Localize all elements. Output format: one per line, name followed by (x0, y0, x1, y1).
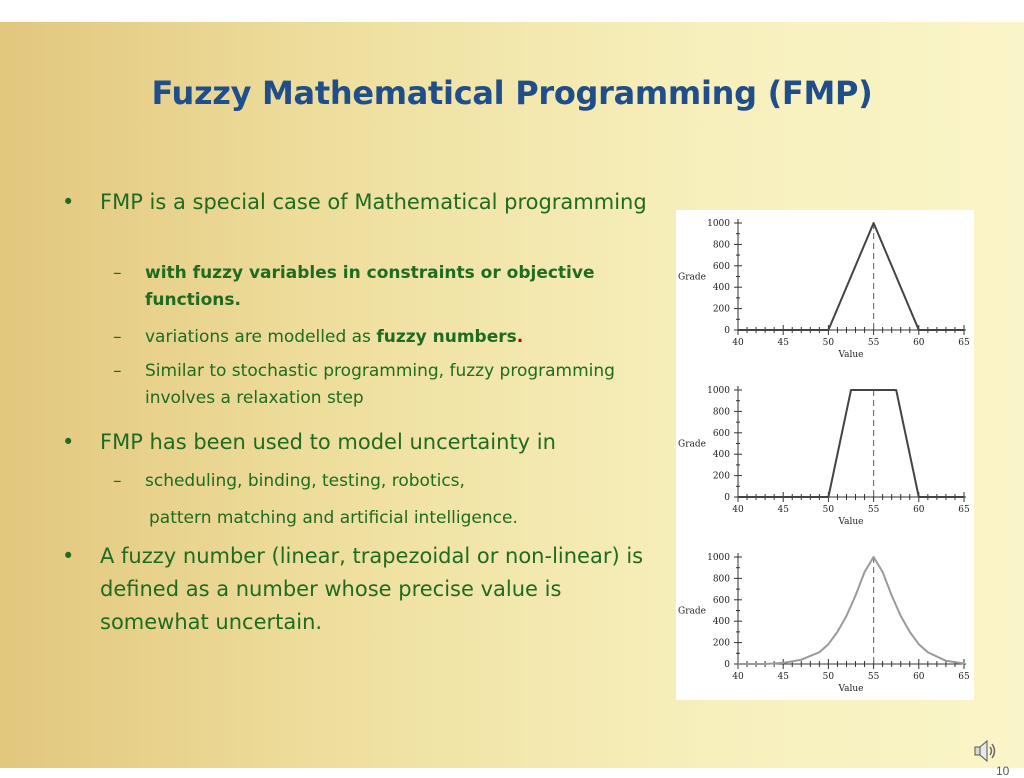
x-tick-label: 60 (913, 338, 925, 348)
x-tick-label: 50 (822, 672, 835, 682)
x-tick-label: 55 (867, 672, 880, 682)
dash-marker: – (113, 361, 122, 381)
y-tick-label: 0 (724, 493, 730, 503)
bullet-1-sub-2 (113, 324, 643, 351)
x-axis-label: Value (838, 517, 864, 527)
bullet-2-continuation (149, 505, 679, 532)
fuzzy-numbers-emphasis: fuzzy numbers (376, 327, 517, 347)
slide-title: Fuzzy Mathematical Programming (FMP) (151, 74, 873, 112)
bullet-3-text: A fuzzy number (linear, trapezoidal or non-linear) is defined as a number whose precise value is somewhat uncertain. (100, 544, 644, 634)
y-tick-label: 800 (712, 574, 730, 585)
x-axis-label: Value (838, 684, 864, 694)
x-tick-label: 45 (777, 672, 789, 682)
y-axis-label: Grade (678, 272, 706, 283)
x-tick-label: 50 (822, 505, 835, 515)
plots-svg (676, 210, 974, 700)
x-tick-label: 65 (958, 672, 970, 682)
series-line (738, 557, 964, 664)
slide (0, 22, 1024, 778)
bullet-1-sub-1-text: with fuzzy variables in constraints or objective functions. (145, 263, 595, 310)
x-tick-label: 60 (913, 505, 925, 515)
y-tick-label: 1000 (707, 386, 730, 396)
bullet-2-continuation-text: pattern matching and artificial intelligence. (149, 508, 518, 528)
bullet-marker: • (62, 430, 75, 454)
bullet-2 (62, 426, 662, 459)
y-tick-label: 400 (712, 617, 730, 628)
y-tick-label: 200 (712, 471, 730, 482)
bullet-marker: • (62, 190, 75, 214)
bullet-marker: • (62, 544, 75, 568)
x-tick-label: 55 (867, 505, 880, 515)
series-line (738, 223, 964, 330)
bullet-1-sub-3-text: Similar to stochastic programming, fuzzy programming involves a relaxation step (145, 361, 615, 408)
y-tick-label: 800 (712, 407, 730, 418)
x-tick-label: 45 (777, 338, 789, 348)
x-tick-label: 65 (958, 338, 970, 348)
bullet-1 (62, 186, 662, 219)
y-tick-label: 600 (712, 428, 730, 439)
x-axis-label: Value (838, 350, 864, 360)
x-tick-label: 40 (732, 338, 744, 348)
y-tick-label: 0 (724, 326, 730, 336)
dash-marker: – (113, 327, 122, 347)
x-tick-label: 40 (732, 505, 744, 515)
y-tick-label: 1000 (707, 553, 730, 563)
period-accent: . (516, 327, 524, 347)
x-tick-label: 50 (822, 338, 835, 348)
x-tick-label: 55 (867, 338, 880, 348)
dash-marker: – (113, 263, 122, 283)
y-tick-label: 600 (712, 261, 730, 272)
series-line (738, 390, 964, 497)
y-tick-label: 200 (712, 304, 730, 315)
x-tick-label: 45 (777, 505, 789, 515)
bullet-1-sub-2-text (145, 324, 643, 351)
bullet-2-text: FMP has been used to model uncertainty in (100, 430, 556, 454)
y-tick-label: 400 (712, 283, 730, 294)
y-tick-label: 800 (712, 240, 730, 251)
dash-marker: – (113, 471, 122, 491)
page-number: 10 (996, 764, 1010, 778)
y-tick-label: 1000 (707, 219, 730, 229)
bullet-1-text: FMP is a special case of Mathematical programming (100, 190, 647, 214)
bullet-1-sub-2-prefix: variations are modelled as (145, 327, 377, 347)
x-tick-label: 40 (732, 672, 744, 682)
membership-function-plots (676, 210, 974, 700)
y-tick-label: 400 (712, 450, 730, 461)
y-tick-label: 600 (712, 595, 730, 606)
x-tick-label: 60 (913, 672, 925, 682)
y-tick-label: 0 (724, 660, 730, 670)
bullet-2-sub-1-text: scheduling, binding, testing, robotics, (145, 471, 465, 491)
y-axis-label: Grade (678, 606, 706, 617)
speaker-icon[interactable] (972, 738, 998, 769)
x-tick-label: 65 (958, 505, 970, 515)
y-tick-label: 200 (712, 638, 730, 649)
bullet-2-sub-1 (113, 468, 643, 495)
bullet-3 (62, 540, 662, 639)
bullet-1-sub-1 (113, 260, 643, 314)
bullet-1-sub-3 (113, 358, 643, 412)
y-axis-label: Grade (678, 439, 706, 450)
